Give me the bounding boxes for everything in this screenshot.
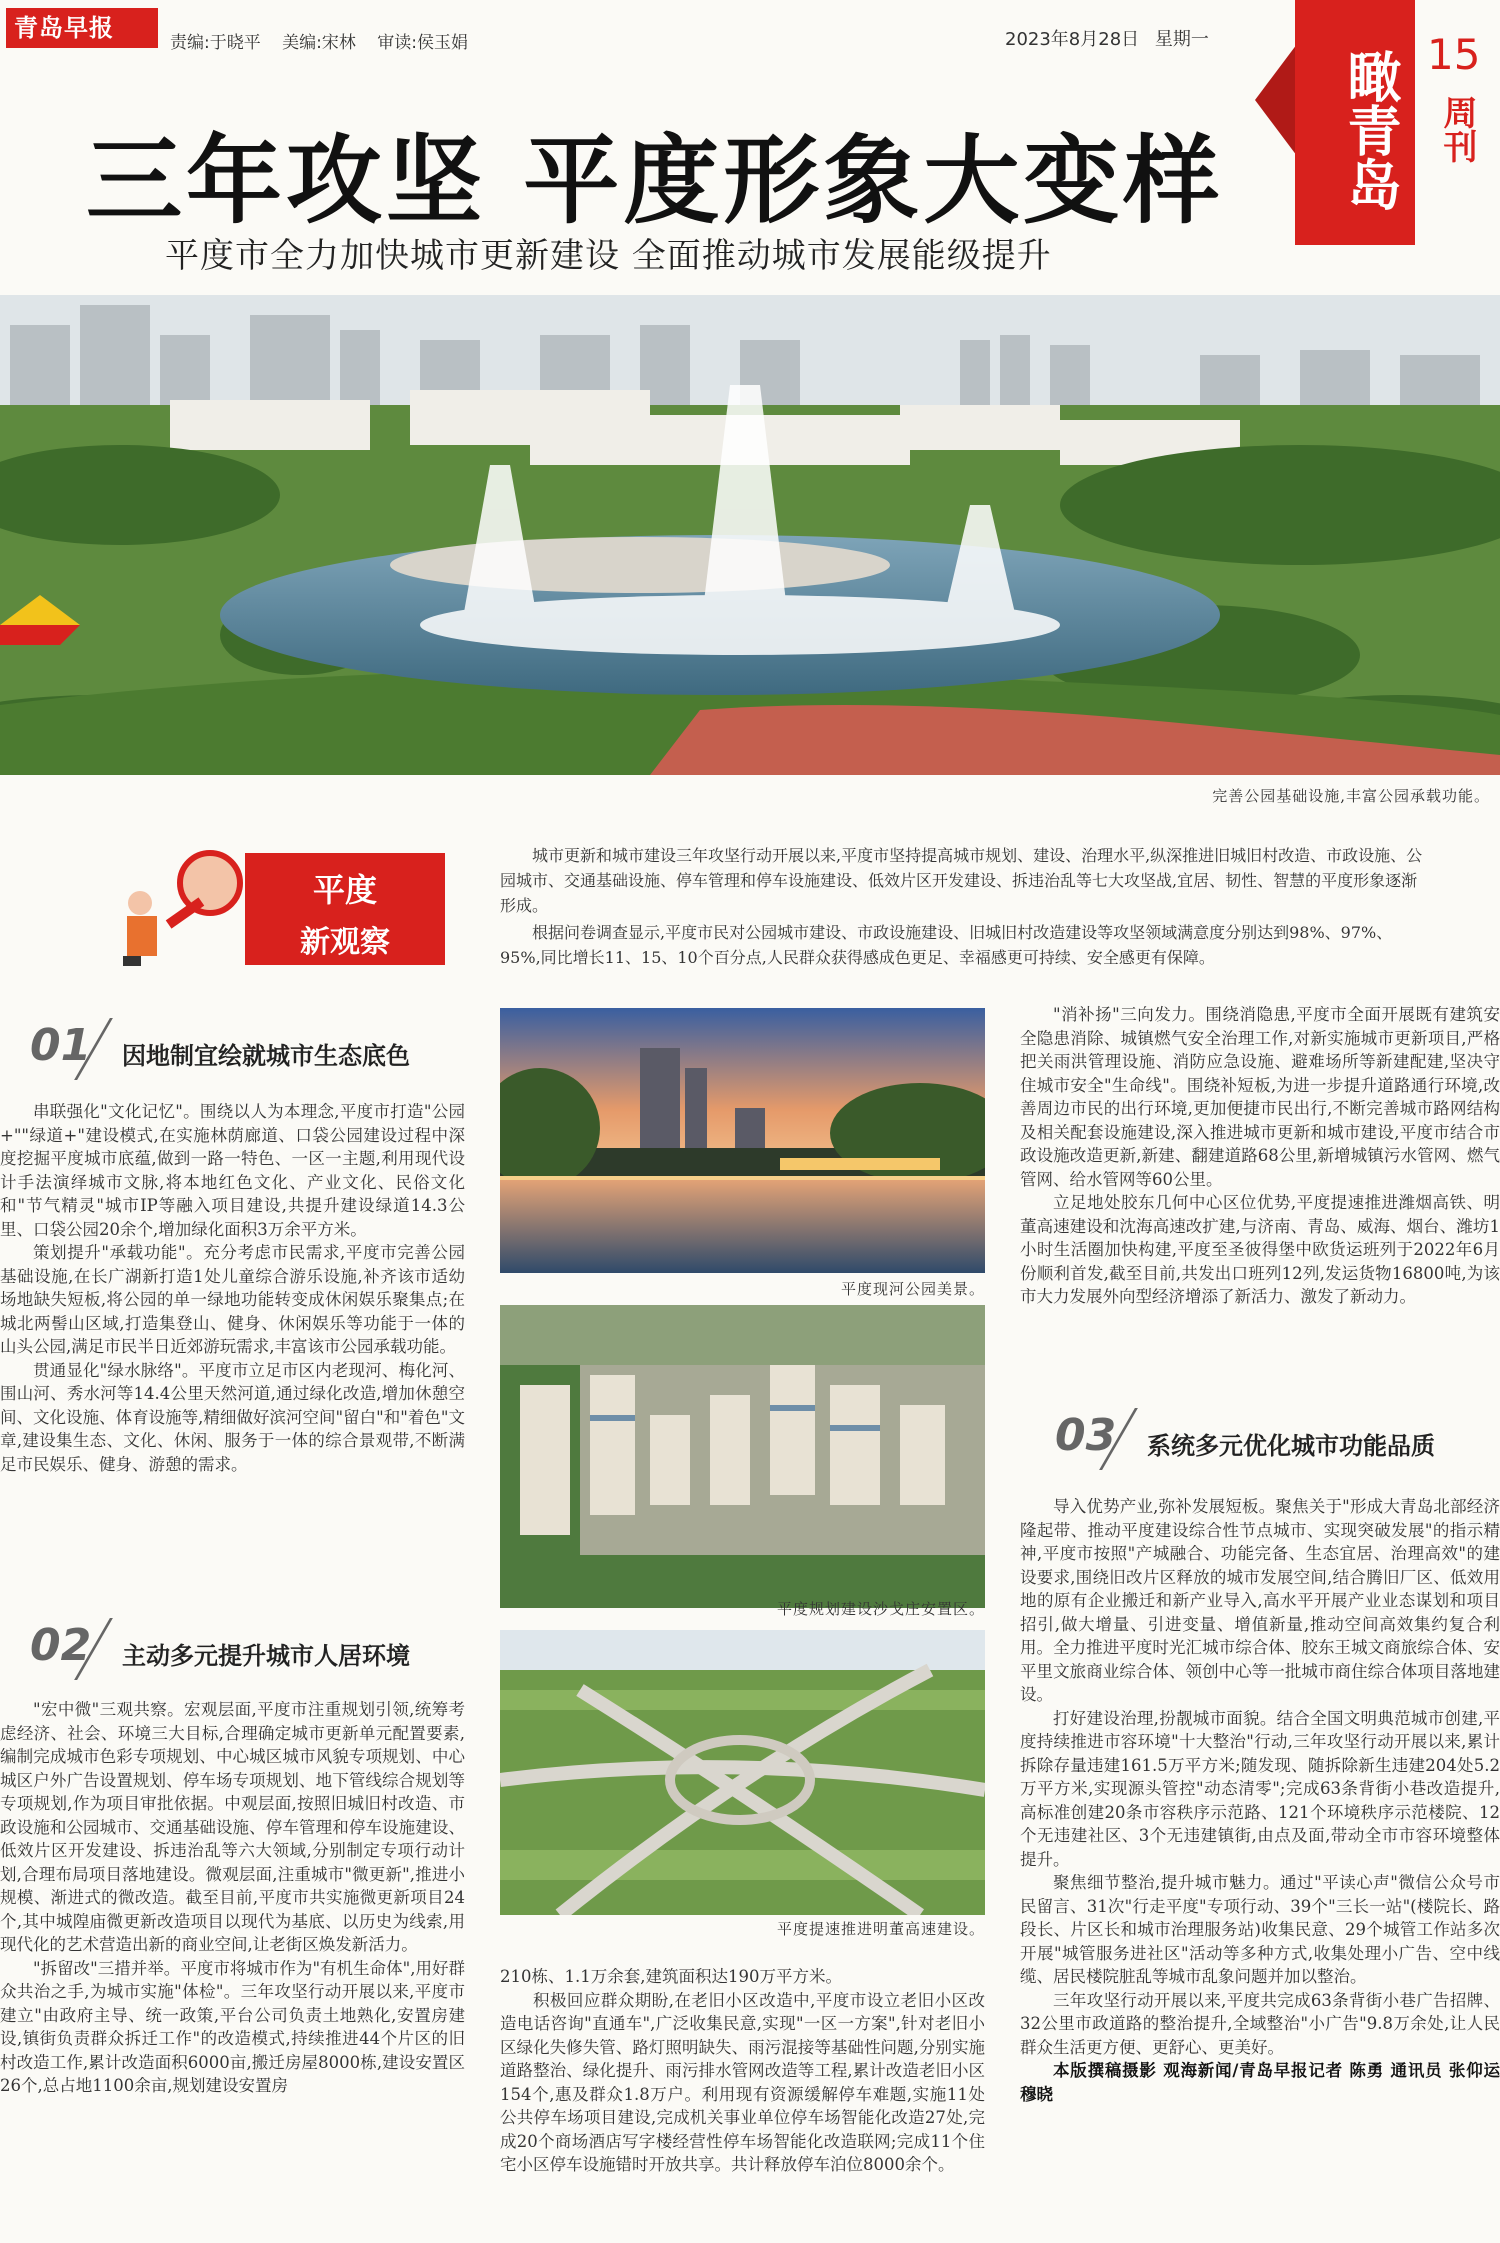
ribbon-fold-shape xyxy=(1255,40,1300,160)
date-text: 2023年8月28日 xyxy=(1005,29,1140,50)
section-heading-03 xyxy=(1055,1410,1495,1470)
page-number: 15 xyxy=(1427,30,1481,79)
section-number: 01 xyxy=(30,1020,92,1071)
credit-editor: 责编:于晓平 xyxy=(170,33,261,53)
column-name-line1: 平度 xyxy=(312,871,377,909)
page-subheadline: 平度市全力加快城市更新建设 全面推动城市发展能级提升 xyxy=(165,236,1052,276)
magnifier-person-icon xyxy=(115,848,245,968)
body-paragraph: "拆留改"三措并举。平度市将城市作为"有机生命体",用好群众共治之手,为城市实施"体检"。三年攻坚行动开展以来,平度市建立"由政府主导、统一政策,平台公司负责土地熟化,安置房建设,镇街负责群众拆迁工作"的改造模式,持续推进44个片区的旧村改造工作,累计改造面积6000亩,搬迁房屋8000栋,建设安置区26个,总占地1100余亩,规划建设安置房 xyxy=(0,1958,465,2095)
lead-paragraphs xyxy=(500,843,1430,970)
editor-credits xyxy=(170,28,484,53)
column-badge xyxy=(115,848,445,968)
column-name-line2: 新观察 xyxy=(300,925,390,960)
hero-caption: 完善公园基础设施,丰富公园承载功能。 xyxy=(1212,787,1490,805)
column-3-top xyxy=(1020,1003,1500,1309)
section-number: 03 xyxy=(1055,1410,1117,1461)
section-name: 瞰青岛 xyxy=(1339,49,1402,211)
section-heading-01 xyxy=(30,1020,450,1080)
photo-resettlement-area xyxy=(500,1305,985,1608)
column-3-bottom xyxy=(1020,1495,1500,2106)
newspaper-logo: 青岛早报 xyxy=(6,8,158,48)
body-paragraph: 聚焦细节整治,提升城市魅力。通过"平读心声"微信公众号市民留言、31次"行走平度"专项行动、39个"三长一站"(楼院长、路段长、片区长和城市治理服务站)收集民意、29个城管工作站多次开展"城管服务进社区"活动等多种方式,收集处理小广告、空中线缆、居民楼院脏乱等城市乱象问题并加以整治。 xyxy=(1020,1873,1500,1986)
photo2-caption: 平度规划建设沙戈庄安置区。 xyxy=(776,1600,985,1618)
body-paragraph: 导入优势产业,弥补发展短板。聚焦关于"形成大青岛北部经济隆起带、推动平度建设综合性节点城市、实现突破发展"的指示精神,平度市按照"产城融合、功能完备、生态宜居、治理高效"的建设要求,围绕旧改片区释放的城市发展空间,结合腾旧厂区、低效用地的原有企业搬迁和新产业导入,高水平开展产业业态谋划和项目招引,做大增量、引进变量、增值新量,推动空间高效集约复合利用。全力推进平度时光汇城市综合体、胶东王城文商旅综合体、安平里文旅商业综合体、领创中心等一批城市商住综合体项目落地建设。 xyxy=(1020,1497,1500,1704)
body-paragraph: "宏中微"三观共察。宏观层面,平度市注重规划引领,统筹考虑经济、社会、环境三大目标,合理确定城市更新单元配置要素,编制完成城市色彩专项规划、中心城区城市风貌专项规划、中心城区户外广告设置规划、停车场专项规划、地下管线综合规划等专项规划,作为项目审批依据。中观层面,按照旧城旧村改造、市政设施和公园城市、交通基础设施、停车管理和停车设施建设、低效片区开发建设、拆违治乱等六大领域,分别制定专项行动计划,合理布局项目落地建设。微观层面,注重城市"微更新",推进小规模、渐进式的微改造。截至目前,平度市共实施微更新项目24个,其中城隍庙微更新改造项目以现代为基底、以历史为线索,用现代化的艺术营造出新的商业空间,让老街区焕发新活力。 xyxy=(0,1700,465,1954)
credit-proofreader: 审读:侯玉娟 xyxy=(377,33,469,53)
body-paragraph: 策划提升"承载功能"。充分考虑市民需求,平度市完善公园基础设施,在长广湖新打造1处儿童综合游乐设施,补齐该市适幼场地缺失短板,将公园的单一绿地功能转变成休闲娱乐聚集点;在城北两髻山区域,打造集登山、健身、休闲娱乐等功能于一体的山头公园,满足市民半日近郊游玩需求,丰富该市公园承载功能。 xyxy=(0,1243,465,1356)
section-title: 系统多元优化城市功能品质 xyxy=(1147,1432,1435,1460)
section-heading-02 xyxy=(30,1620,450,1680)
column-1-bottom xyxy=(0,1698,465,2098)
lead-paragraph: 根据问卷调查显示,平度市民对公园城市建设、市政设施建设、旧城旧村改造建设等攻坚领域满意度分别达到98%、97%、95%,同比增长11、15、10个百分点,人民群众获得感成色更足、幸福感更可持续、安全感更有保障。 xyxy=(500,923,1393,967)
byline: 本版撰稿摄影 观海新闻/青岛早报记者 陈勇 通讯员 张仰运 穆晓 xyxy=(1020,2061,1500,2104)
page-headline: 三年攻坚 平度形象大变样 xyxy=(86,125,1224,237)
body-paragraph: 三年攻坚行动开展以来,平度共完成63条背街小巷广告招牌、32公里市政道路的整治提升,全域整治"小广告"9.8万余处,让人民群众生活更方便、更舒心、更美好。 xyxy=(1020,1990,1500,2057)
section-title: 因地制宜绘就城市生态底色 xyxy=(122,1042,410,1070)
section-title: 主动多元提升城市人居环境 xyxy=(122,1642,410,1670)
photo-expressway-interchange xyxy=(500,1630,985,1915)
weekday-text: 星期一 xyxy=(1154,29,1209,50)
lead-paragraph: 城市更新和城市建设三年攻坚行动开展以来,平度市坚持提高城市规划、建设、治理水平,纵深推进旧城旧村改造、市政设施、公园城市、交通基础设施、停车管理和停车设施建设、低效片区开发建设、拆违治乱等七大攻坚战,宜居、韧性、智慧的平度形象逐渐形成。 xyxy=(500,846,1423,915)
photo1-caption: 平度现河公园美景。 xyxy=(840,1280,985,1298)
section-tab xyxy=(1255,0,1500,245)
column-2 xyxy=(500,1965,985,2177)
issue-date xyxy=(1005,25,1219,51)
body-paragraph: "消补扬"三向发力。围绕消隐患,平度市全面开展既有建筑安全隐患消除、城镇燃气安全治理工作,对新实施城市更新项目,严格把关雨洪管理设施、消防应急设施、避难场所等新建配建,坚决守住城市安全"生命线"。围绕补短板,为进一步提升道路通行环境,改善周边市民的出行环境,更加便捷市民出行,不断完善城市路网结构及相关配套设施建设,深入推进城市更新和城市建设,平度市结合市政设施改造更新,新建、翻建道路68公里,新增城镇污水管网、燃气管网、给水管网等60公里。 xyxy=(1020,1005,1500,1189)
column-name-box xyxy=(245,853,445,965)
photo-river-park-sunset xyxy=(500,1008,985,1273)
column-1-top xyxy=(0,1100,465,1476)
body-paragraph: 积极回应群众期盼,在老旧小区改造中,平度市设立老旧小区改造电话咨询"直通车",广泛收集民意,实现"一区一方案",针对老旧小区绿化失修失管、路灯照明缺失、雨污混接等基础性问题,分别实施道路整治、绿化提升、雨污排水管网改造等工程,累计改造老旧小区154个,惠及群众1.8万户。利用现有资源缓解停车难题,实施11处公共停车场项目建设,完成机关事业单位停车场智能化改造27处,完成20个商场酒店写字楼经营性停车场智能化改造联网;完成11个住宅小区停车设施错时开放共享。共计释放停车泊位8000余个。 xyxy=(500,1990,985,2174)
section-number: 02 xyxy=(30,1620,92,1671)
hero-photo-park-fountain xyxy=(0,295,1500,775)
weekly-label: 周刊 xyxy=(1437,95,1477,163)
body-paragraph: 打好建设治理,扮靓城市面貌。结合全国文明典范城市创建,平度持续推进市容环境"十大整治"行动,三年攻坚行动开展以来,累计拆除存量违建161.5万平方米;随发现、随拆除新生违建204处5.2万平方米,实现源头管控"动态清零";完成63条背街小巷改造提升,高标准创建20条市容秩序示范路、121个环境秩序示范楼院、12个无违建社区、3个无违建镇街,由点及面,带动全市市容环境整体提升。 xyxy=(1020,1708,1500,1869)
body-paragraph: 210栋、1.1万余套,建筑面积达190万平方米。 xyxy=(500,1967,842,1986)
body-paragraph: 串联强化"文化记忆"。围绕以人为本理念,平度市打造"公园+""绿道+"建设模式,在实施林荫廊道、口袋公园建设过程中深度挖掘平度城市底蕴,做到一路一特色、一区一主题,利用现代设计手法演绎城市文脉,将本地红色文化、产业文化、民俗文化和"节气精灵"城市IP等融入项目建设,共提升建设绿道14.3公里、口袋公园20余个,增加绿化面积3万余平方米。 xyxy=(0,1102,465,1239)
credit-designer: 美编:宋林 xyxy=(282,33,356,53)
photo3-caption: 平度提速推进明董高速建设。 xyxy=(776,1920,985,1938)
body-paragraph: 贯通显化"绿水脉络"。平度市立足市区内老现河、梅化河、围山河、秀水河等14.4公里天然河道,通过绿化改造,增加休憩空间、文化设施、体育设施等,精细做好滨河空间"留白"和"着色"文章,建设集生态、文化、休闲、服务于一体的综合景观带,不断满足市民娱乐、健身、游憩的需求。 xyxy=(0,1360,465,1474)
body-paragraph: 立足地处胶东几何中心区位优势,平度提速推进潍烟高铁、明董高速建设和沈海高速改扩建,与济南、青岛、威海、烟台、潍坊1小时生活圈加快构建,平度至圣彼得堡中欧货运班列于2022年6月份顺利首发,截至目前,共发出口班列12列,发运货物16800吨,为该市大力发展外向型经济增添了新活力、激发了新动力。 xyxy=(1020,1193,1500,1306)
